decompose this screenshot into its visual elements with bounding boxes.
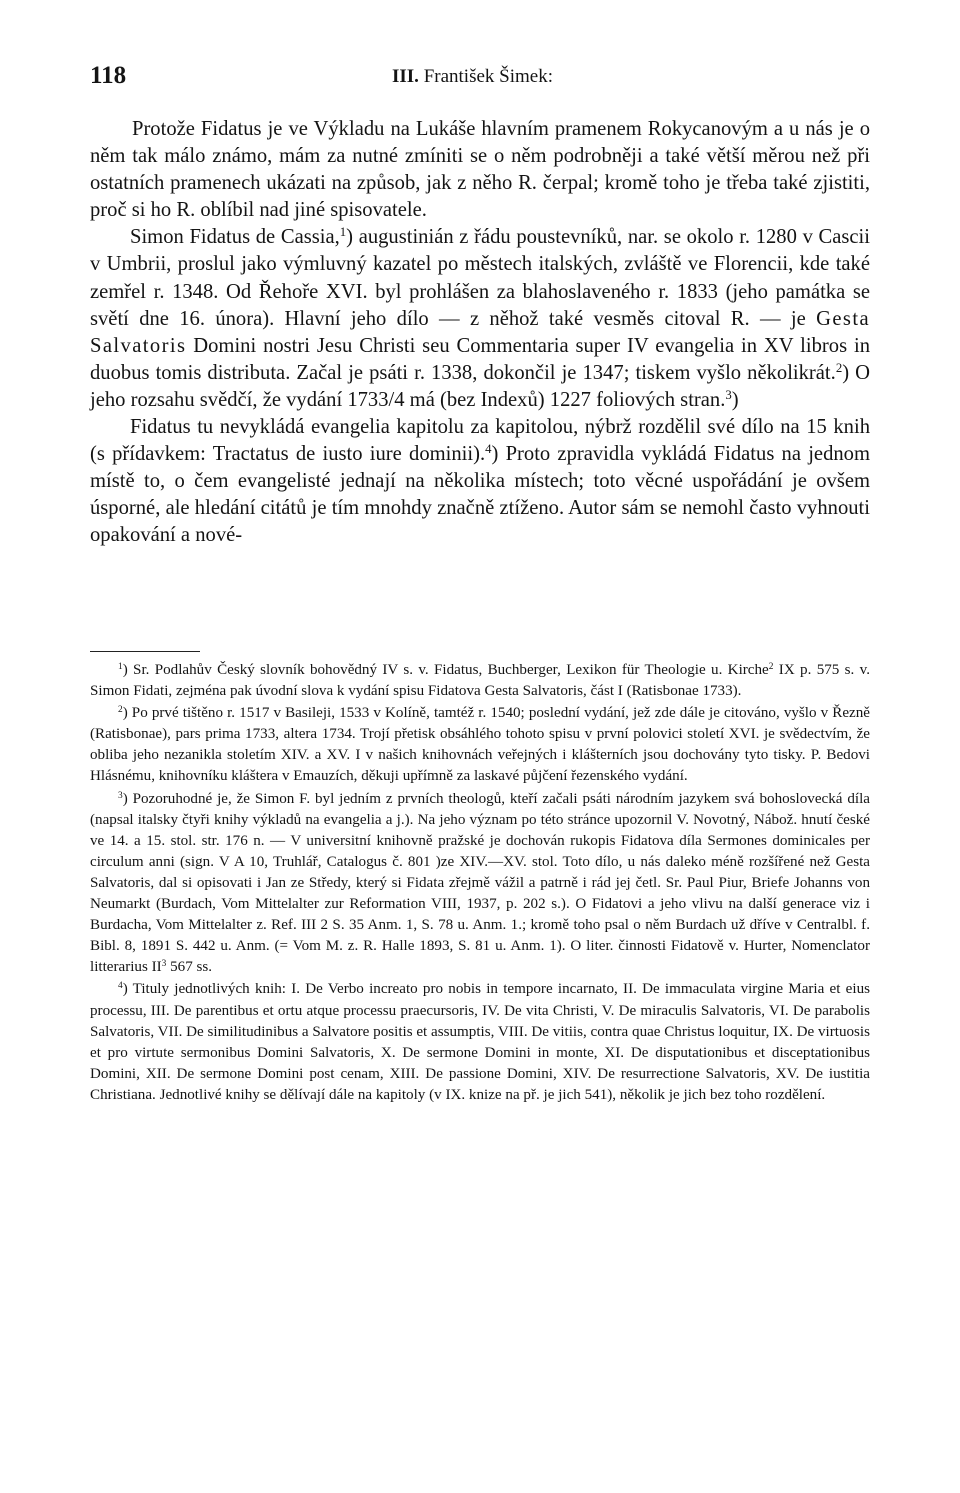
paragraph-3-part-a: Fidatus tu nevykládá evangelia kapitolu za kapitolou, nýbrž rozdělil své dílo na 15 knih (s přídavkem: Tractatus de iusto iure dominii). (90, 416, 870, 466)
running-title-roman: III. (392, 66, 419, 87)
footnote-1-text-b: IX p. 575 s. v. Simon Fidati, zejména pak úvodní slova k vydání spisu Fidatova Gesta Salvatoris, část I (Ratisbonae 1733). (90, 662, 871, 700)
page-header (90, 62, 880, 96)
footnotes (90, 660, 870, 1107)
footnote-1-edition: 2 (768, 661, 774, 672)
footnote-ref-4: 4 (485, 442, 492, 457)
paragraph-2 (90, 224, 870, 414)
footnote-1 (90, 660, 870, 702)
footnote-3 (90, 789, 870, 979)
paragraph-2-part-d: ) O jeho rozsahu svědčí, že vydání 1733/4 má (bez Indexů) 1227 foliových stran. (90, 361, 871, 411)
paragraph-3-part-b: ) Proto zpravidla vykládá Fidatus na jednom místě to, o čem evangelisté jednají na několika místech; toto věcné uspořádání je ovšem úsporné, ale hledání citátů je tím mnohdy značně ztíženo. Autor sám se nemohl často vyhnouti opakování a nové- (90, 443, 870, 547)
footnote-4 (90, 979, 870, 1106)
footnote-2 (90, 703, 870, 787)
paragraph-2-part-e: ) (731, 388, 739, 411)
footnote-1-mark: 1 (118, 661, 123, 672)
page-number: 118 (90, 62, 127, 89)
footnote-4-text: ) Tituly jednotlivých knih: I. De Verbo increato pro nobis in tempore incarnato, II. De immaculata virgine Maria et eius processu, III. De parentibus et ortu atque processu praecursoris, IV. De vita Christi, V. De miraculis Salvatoris, VI. De parabolis Salvatoris, VII. De similitudinibus a Salvatore positis et assumptis, VIII. De vitiis, contra quae Christus loquitur, IX. De virtuosis et pro virtute sermonibus Domini Salvatoris, X. De sermone Domini in monte, XI. De disputationibus et disceptationibus Domini, XII. De sermone Domini post cenam, XIII. De passione Domini, XIV. De resurrectione Salvatoris, XV. De iustitia Christiana. Jednotlivé knihy se dělívají dále na kapitoly (v IX. knize na př. je jich 541), několik je jich bez toho rozdělení. (90, 981, 870, 1103)
running-title-author: František Šimek: (423, 66, 553, 87)
paragraph-2-part-a: Simon Fidatus de Cassia, (130, 226, 340, 249)
footnote-3-text: ) Pozoruhodné je, že Simon F. byl jedním z prvních theologů, kteří začali psáti národním jazykem svá bohoslovecká díla (napsal italsky čtyři knihy výkladů na evangelia a j.). Na jeho význam po této stránce upozornil V. Novotný, Nábož. hnutí české ve 14. a 15. stol. str. 176 n. — V universitní knihovně pražské je dochován rukopis Fidatova díla Sermones dominicales per circulum anni (sign. V A 10, Truhlář, Catalogus č. 801 )ze XIV.—XV. stol. Toto dílo, u nás daleko méně rozšířené než Gesta Salvatoris, dal si opisovati i Jan ze Středy, který si Fidata zřejmě vážil a patrně i rád jej četl. Sr. Paul Piur, Briefe Johanns von Neumarkt (Burdach, Vom Mittelalter zur Reformation VIII, 1937, p. 202 s.). O Fidatovi a jeho vlivu na další generace viz i Burdacha, Vom Mittelalter z. Ref. III 2 S. 35 Anm. 1, S. 78 u. Anm. 1.; kromě toho psal o něm Burdach už dříve v Centralbl. f. Bibl. 8, 1891 S. 442 u. Anm. (= Vom M. z. R. Halle 1893, S. 81 u. Anm. 1). O liter. činnosti Fidatově v. Hurter, Nomenclator litterarius II (90, 790, 870, 976)
footnote-2-text: ) Po prvé tištěno r. 1517 v Basileji, 1533 v Kolíně, tamtéž r. 1540; poslední vydání, jež zde dále je citováno, vyšlo v Řezně (Ratisbonae), pars prima 1733, altera 1734. Trojí přetisk obsáhlého tohoto spisu v první polovici století XVI. je svědectvím, že obliba jeho nezanikla stoletím XIV. a XV. I v našich knihovnách veřejných i klášterních jsou dochovány tyto tisky. P. Bedovi Hlásnému, knihovníku kláštera v Emauzích, děkuji upřímně za laskavé půjčení řezenského vydání. (90, 705, 870, 785)
footnote-ref-2: 2 (835, 360, 843, 375)
footnote-3-edition: 3 (161, 959, 167, 970)
footnote-1-text-a: ) Sr. Podlahův Český slovník bohovědný IV s. v. Fidatus, Buchberger, Lexikon für Theologie u. Kirche (122, 662, 769, 678)
paragraph-1: Protože Fidatus je ve Výkladu na Lukáše hlavním pramenem Rokycanovým a u nás je o něm tak málo známo, mám za nutné zmíniti se o něm podrobněji a také větší měrou než při ostatních pramenech ukázati na způsob, jak z něho R. čerpal; kromě toho je třeba také zjistiti, proč si ho R. oblíbil nad jiné spisovatele. (90, 118, 870, 222)
footnote-3-mark: 3 (118, 790, 123, 801)
paragraph-2-work-title: Gesta Salvatoris (90, 307, 870, 357)
footnote-2-mark: 2 (118, 705, 123, 716)
footnote-ref-1: 1 (339, 225, 347, 240)
footnote-3-end: 567 ss. (166, 959, 213, 976)
main-text (90, 116, 870, 550)
paragraph-2-part-b: ) augustinián z řádu poustevníků, nar. se okolo r. 1280 v Cascii v Umbrii, proslul jako výmluvný kazatel po městech italských, zvláště ve Florencii, kde také zemřel r. 1348. Od Řehoře XVI. byl prohlášen za blahoslaveného r. 1833 (jeho památka se světí dne 16. února). Hlavní jeho dílo — z něhož také vesměs citoval R. — je (90, 226, 870, 330)
paragraph-2-part-c: Domini nostri Jesu Christi seu Commentaria super IV evangelia in XV libros in duobus tomis distributa. Začal je psáti r. 1338, dokončil je 1347; tiskem vyšlo několikrát. (90, 334, 870, 384)
footnote-separator (90, 651, 200, 652)
footnote-ref-3: 3 (725, 387, 732, 402)
footnote-4-mark: 4 (118, 981, 123, 992)
paragraph-3 (90, 414, 870, 549)
running-title (392, 66, 553, 88)
